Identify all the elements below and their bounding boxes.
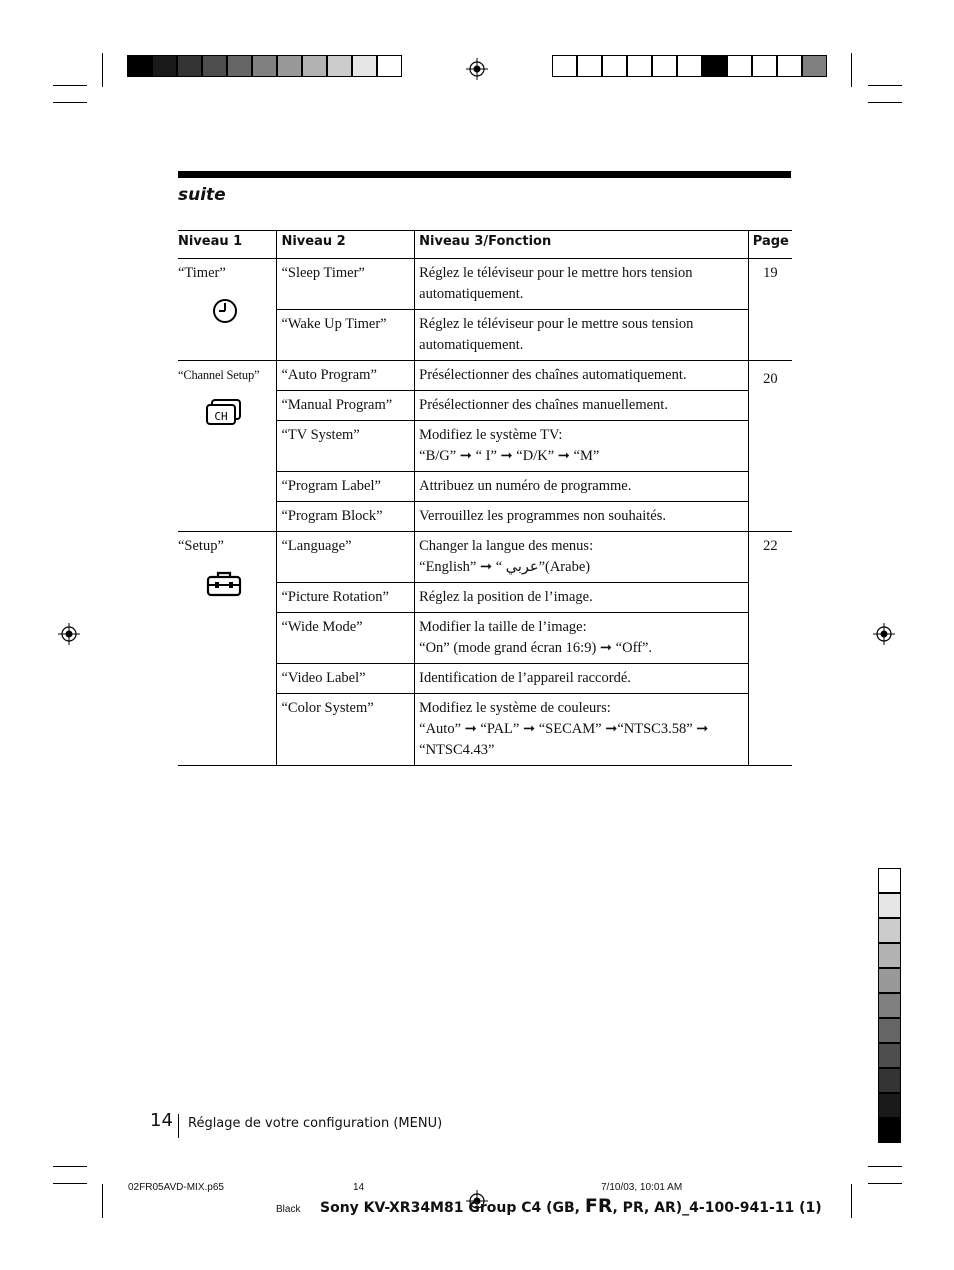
crop-mark [851,53,852,87]
color-swatch [252,55,277,77]
function-cell: Identification de l’appareil raccordé. [415,664,749,694]
table-header-row [178,231,792,259]
level2-cell: “TV System” [277,421,415,472]
model-suffix: , PR, AR)_4-100-941-11 (1) [612,1200,822,1216]
color-swatch [227,55,252,77]
registration-mark-icon [873,623,895,645]
color-swatch [702,55,727,77]
crop-mark [868,85,902,86]
color-swatch [878,1068,901,1093]
section-rule [178,171,791,178]
page-cell [748,532,792,766]
page-cell [748,361,792,532]
color-swatch [878,968,901,993]
function-cell [415,613,749,664]
page-number-footer: 14 [150,1110,173,1131]
slug-timestamp: 7/10/03, 10:01 AM [601,1182,683,1193]
color-swatch [677,55,702,77]
crop-mark [868,1183,902,1184]
page-cell [748,259,792,361]
color-swatch [627,55,652,77]
menu-table [178,230,792,766]
crop-mark [102,53,103,87]
function-line: Modifiez le système de couleurs: [419,700,611,716]
color-swatch [177,55,202,77]
table-row [178,532,792,583]
model-language: FR [584,1195,613,1217]
header-page: Page [748,231,792,259]
level2-cell: “Wide Mode” [277,613,415,664]
chapter-title: Réglage de votre configuration (MENU) [188,1116,443,1131]
level1-label: “Channel Setup” [178,368,260,382]
color-swatch [577,55,602,77]
level1-label: “Setup” [178,538,224,554]
color-swatch [878,1018,901,1043]
color-swatch [752,55,777,77]
level1-label: “Timer” [178,265,226,281]
color-swatch [878,868,901,893]
color-swatch [777,55,802,77]
pattern-color-bar [552,55,827,77]
model-prefix: Sony KV-XR34M81 Group C4 (GB, [320,1200,585,1216]
page-number: 19 [763,265,778,281]
function-cell: Verrouillez les programmes non souhaités. [415,502,749,532]
level2-cell: “Picture Rotation” [277,583,415,613]
level2-cell: “Manual Program” [277,391,415,421]
color-swatch [878,893,901,918]
color-swatch [878,918,901,943]
registration-mark-icon [58,623,80,645]
grayscale-color-bar [127,55,402,77]
function-cell: Réglez le téléviseur pour le mettre hors tension automatiquement. [415,259,749,310]
color-swatch [127,55,152,77]
level2-cell: “Program Label” [277,472,415,502]
section-title: suite [178,185,226,205]
level2-cell: “Video Label” [277,664,415,694]
function-cell [415,532,749,583]
function-line: Changer la langue des menus: [419,538,594,554]
level2-cell: “Sleep Timer” [277,259,415,310]
color-swatch [327,55,352,77]
color-swatch [352,55,377,77]
color-swatch [652,55,677,77]
timer-clock-icon [208,294,242,328]
color-swatch [727,55,752,77]
function-line: “On” (mode grand écran 16:9) ➞ “Off”. [419,640,653,656]
crop-mark [53,1183,87,1184]
function-cell [415,694,749,766]
table-row [178,361,792,391]
function-line: “B/G” ➞ “ I” ➞ “D/K” ➞ “M” [419,448,600,464]
channel-ch-icon [205,396,243,430]
color-swatch [878,1043,901,1068]
level1-cell [178,532,277,766]
crop-mark [868,102,902,103]
model-line [320,1195,822,1217]
function-cell [415,421,749,472]
function-line: “Auto” ➞ “PAL” ➞ “SECAM” ➞“NTSC3.58” ➞ “NTSC4.43” [419,721,709,758]
svg-text:CH: CH [214,410,228,423]
color-swatch [602,55,627,77]
registration-mark-icon [466,58,488,80]
function-cell: Réglez la position de l’image. [415,583,749,613]
color-swatch [202,55,227,77]
setup-toolbox-icon [205,569,243,599]
function-cell: Attribuez un numéro de programme. [415,472,749,502]
crop-mark [851,1184,852,1218]
color-swatch [802,55,827,77]
color-swatch [152,55,177,77]
level2-cell: “Wake Up Timer” [277,310,415,361]
crop-mark [53,85,87,86]
crop-mark [868,1166,902,1167]
page-number: 20 [763,371,778,387]
footer-divider [178,1114,179,1138]
color-swatch [878,1118,901,1143]
slug-color: Black [276,1204,301,1215]
function-line: Modifier la taille de l’image: [419,619,587,635]
level1-cell [178,361,277,532]
color-swatch [552,55,577,77]
header-niveau-2: Niveau 2 [277,231,415,259]
level2-cell: “Language” [277,532,415,583]
level2-cell: “Auto Program” [277,361,415,391]
slug-filename: 02FR05AVD-MIX.p65 [128,1182,224,1193]
slug-page: 14 [353,1182,365,1193]
table-row [178,259,792,310]
function-cell: Réglez le téléviseur pour le mettre sous tension automatiquement. [415,310,749,361]
color-swatch [302,55,327,77]
header-niveau-3: Niveau 3/Fonction [415,231,749,259]
grayscale-side-bar [878,868,901,1143]
level2-cell: “Program Block” [277,502,415,532]
function-line: “English” ➞ “ عربي”(Arabe) [419,559,591,575]
function-line: Modifiez le système TV: [419,427,563,443]
header-niveau-1: Niveau 1 [178,231,277,259]
level1-cell [178,259,277,361]
color-swatch [878,1093,901,1118]
level2-cell: “Color System” [277,694,415,766]
function-cell: Présélectionner des chaînes automatiquement. [415,361,749,391]
crop-mark [53,102,87,103]
crop-mark [53,1166,87,1167]
page-number: 22 [763,538,778,554]
color-swatch [377,55,402,77]
color-swatch [878,993,901,1018]
function-cell: Présélectionner des chaînes manuellement. [415,391,749,421]
color-swatch [277,55,302,77]
crop-mark [102,1184,103,1218]
color-swatch [878,943,901,968]
